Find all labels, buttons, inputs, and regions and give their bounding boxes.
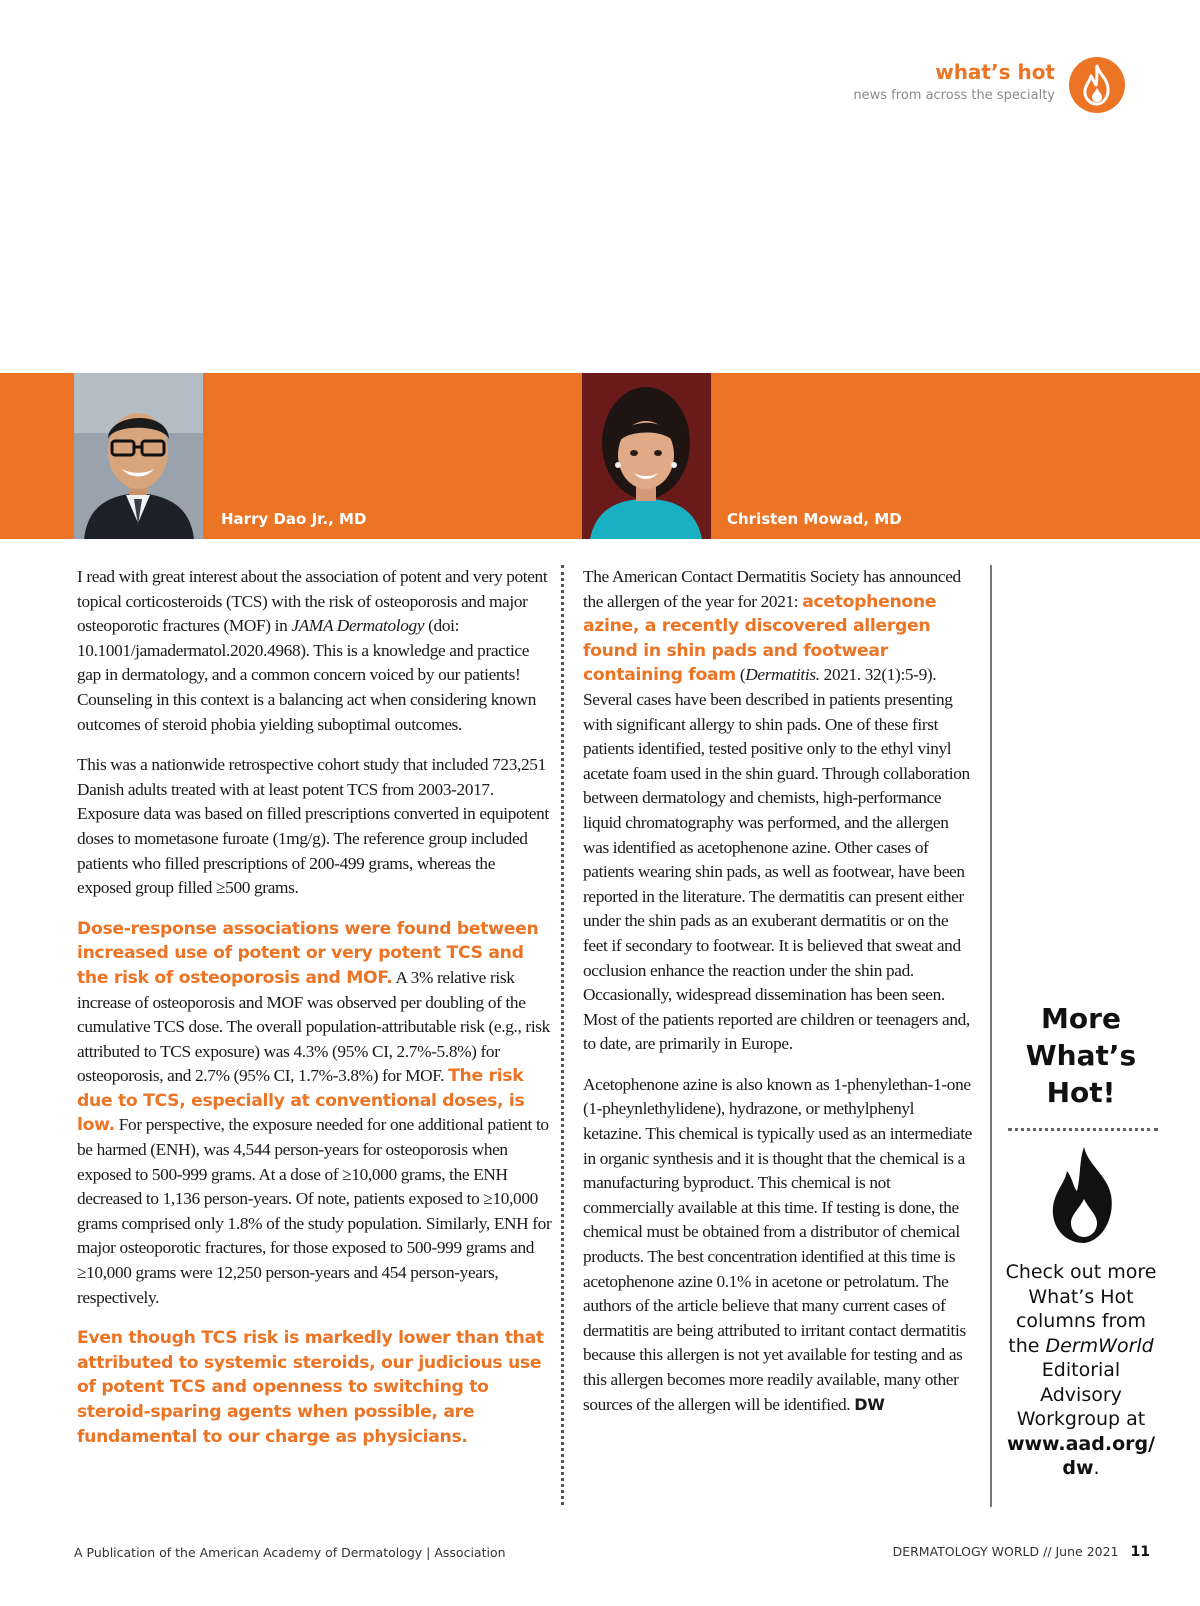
section-subtitle: news from across the specialty [853,88,1055,103]
footer-publisher: A Publication of the American Academy of Dermatology | Association [74,1545,506,1560]
highlight-text: Dose-response associations were found between increased use of potent or very potent TCS and the risk of osteoporosis and MOF. [77,918,539,988]
section-title: what’s hot [935,60,1055,84]
highlight-text: acetophenone azine, a recently discovered allergen found in shin pads and footwear containing foam [583,591,937,686]
right-paragraph-1: The American Contact Dermatitis Society has announced the allergen of the year for 2021: acetophenone azine, a recently discovered allergen found in shin pads and footwear containing foam (Dermatitis. 2021. 32(1):5-9). Several cases have been described in patients presenting with significant allergy to shin pads. One of these first patients identified, tested positive only to the ethyl vinyl acetate foam used in the shin guard. Through collaboration between dermatology and chemists, high-performance liquid chromatography was performed, and the allergen was identified as acetophenone azine. Other cases of patients wearing shin pads, as well as footwear, have been reported in the literature. The dermatitis can present either under the shin pads as an exuberant dermatitis or on the feet if secondary to footwear. It is believed that sweat and occlusion enhance the reaction under the shin pad. Occasionally, widespread dissemination has been seen. Most of the patients reported are children or teenagers and, to date, are primarily in Europe. [583,567,970,1054]
left-paragraph-2: This was a nationwide retrospective cohort study that included 723,251 Danish adults treated with at least potent TCS from 2003-2017. Exposure data was based on filled prescriptions converted in equipotent doses to mometasone furoate (1mg/g). The reference group included patients who filled prescriptions of 200-499 grams, whereas the exposed group filled ≥500 grams. [77,755,549,898]
journal-name: Dermatitis. [745,665,820,685]
column-divider-dotted [561,565,564,1505]
sidebar-link[interactable]: www.aad.org/ dw [1006,1432,1156,1479]
left-paragraph-1: I read with great interest about the association of potent and very potent topical corticosteroids (TCS) with the risk of osteoporosis and major osteoporotic fractures (MOF) in JAMA Dermatology (doi: 10.1001/jamadermatol.2020.4968). This is a knowledge and practice gap in dermatology, and a common concern voiced by our patients! Counseling in this context is a balancing act when considering known outcomes of steroid phobia yielding suboptimal outcomes. [77,567,548,734]
right-paragraph-2: Acetophenone azine is also known as 1-phenylethan-1-one (1-pheynlethylidene), hydrazone, or methylphenyl ketazine. This chemical is typically used as an intermediate in organic synthesis and it is thought that the chemical is a manufacturing byproduct. This chemical is not commercially available at this time. If testing is done, the chemical must be obtained from a distributor of chemical products. The best concentration identified at this time is acetophenone azine 0.1% in acetone or petrolatum. The authors of the article believe that many current cases of dermatitis are being attributed to irritant contact dermatitis because this allergen is not yet available for testing and as this allergen becomes more readily available, many other sources of the allergen will be identified. DW [583,1074,972,1414]
flame-icon [1077,64,1117,106]
sidebar-divider [990,565,992,1507]
right-column [583,565,975,1433]
author-name-dao: Harry Dao Jr., MD [221,510,367,528]
footer-issue: DERMATOLOGY WORLD // June 2021 11 [892,1544,1150,1560]
publication-name: DermWorld [1045,1334,1154,1357]
left-column [77,565,552,1465]
sidebar-flame [1041,1145,1127,1250]
page-number: 11 [1130,1544,1150,1560]
sidebar-title: More What’s Hot! [1025,1002,1137,1109]
journal-name: JAMA Dermatology [291,616,425,636]
sidebar-dotted-rule [1008,1128,1158,1131]
flame-icon [1041,1145,1127,1245]
left-paragraph-4-highlight: Even though TCS risk is markedly lower than that attributed to systemic steroids, our judicious use of potent TCS and openness to switching to steroid-sparing agents when possible, are fundamental to our charge as physicians. [77,1328,544,1447]
author-name-mowad: Christen Mowad, MD [727,510,902,528]
highlight-text: The risk due to TCS, especially at conventional doses, is low. [77,1066,525,1136]
author-photo-mowad [582,373,711,539]
left-paragraph-3: Dose-response associations were found between increased use of potent or very potent TCS and the risk of osteoporosis and MOF. A 3% relative risk increase of osteoporosis and MOF was observed per doubling of the cumulative TCS dose. The overall population-attributable risk (e.g., risk attributed to TCS exposure) was 4.3% (95% CI, 2.7%-5.8%) for osteoporosis, and 2.7% (95% CI, 1.7%-3.8%) for MOF. The risk due to TCS, especially at conventional doses, is low. For perspective, the exposure needed for one additional patient to be harmed (ENH), was 4,544 person-years for osteoporosis when exposed to 500-999 grams. At a dose of ≥10,000 grams, the ENH decreased to 1,136 person-years. Of note, patients exposed to ≥10,000 grams comprised only 1.8% of the study population. Similarly, ENH for major osteoporotic fractures, for those exposed to 500-999 grams and ≥10,000 grams were 12,250 person-years and 454 person-years, respectively. [77,918,552,1307]
author-photo-dao [74,373,203,539]
section-badge [1069,57,1125,113]
sidebar-text: Check out more What’s Hot columns from the DermWorld Editorial Advisory Workgroup at www.aad.org/ dw. [1005,1261,1157,1479]
signoff: DW [854,1394,885,1414]
